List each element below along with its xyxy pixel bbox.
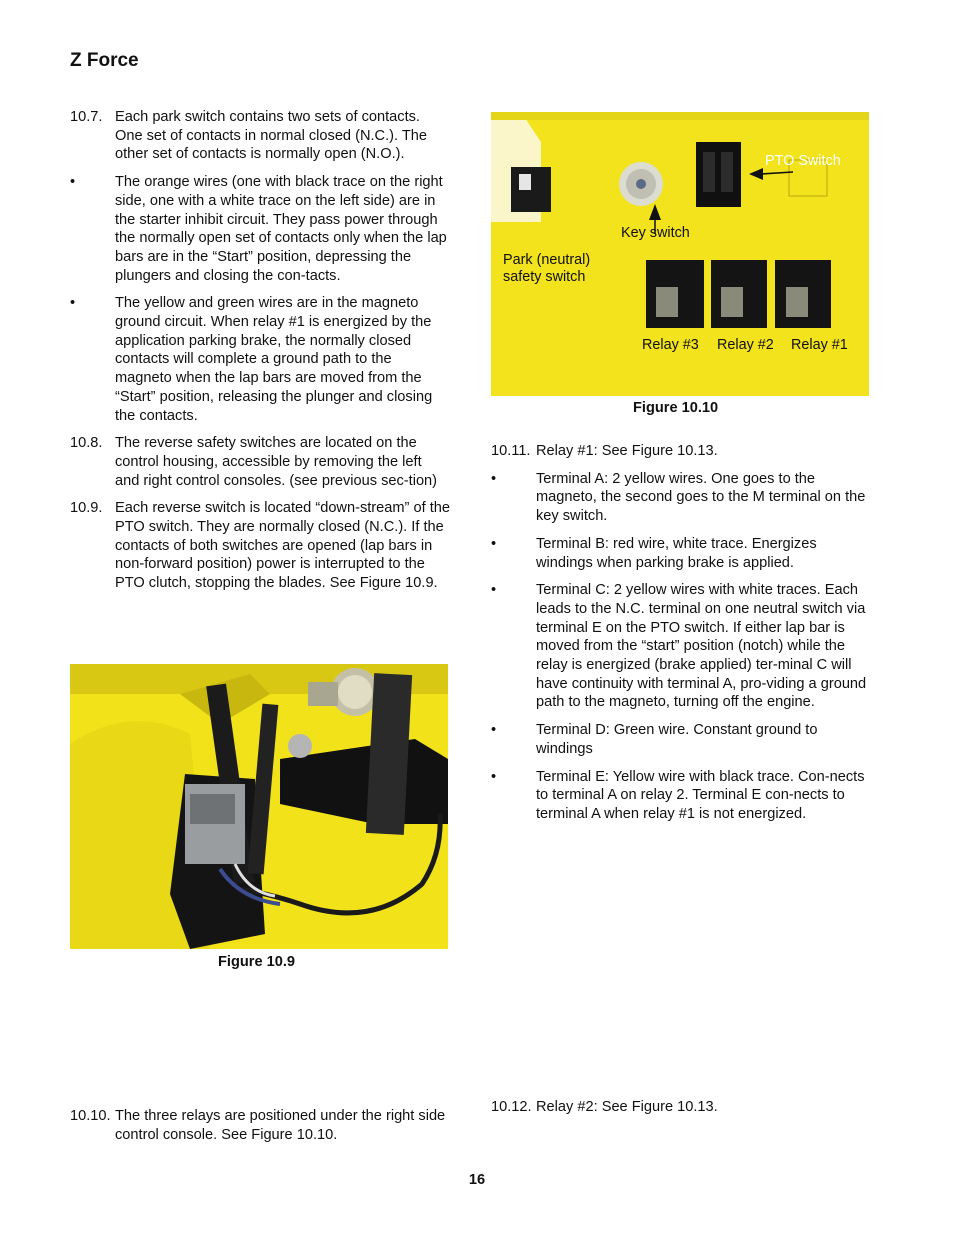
paragraph-number: 10.9. — [70, 500, 103, 517]
figure-10-10-caption: Figure 10.10 — [633, 400, 719, 416]
park-switch-label-line1: Park (neutral) — [503, 252, 591, 268]
paragraph-number: 10.10. — [70, 1108, 111, 1124]
paragraph-text: The reverse safety switches are located on the control housing, accessible by removing the left and right control consoles. (see previous sec-tion) — [115, 435, 438, 489]
paragraph-10-7 — [70, 108, 450, 164]
bullet-text: Terminal D: Green wire. Constant ground to windings — [536, 722, 818, 757]
left-column — [70, 108, 450, 593]
right-column — [491, 442, 871, 824]
bullet-terminal-a — [491, 470, 871, 526]
bullet-terminal-b — [491, 535, 871, 572]
park-switch-label-line2: safety switch — [503, 269, 586, 285]
bullet-mark: • — [70, 295, 76, 312]
figure-10-9-caption: Figure 10.9 — [218, 954, 296, 970]
right-column-bottom — [491, 1098, 871, 1117]
bullet-yellow-green-wires — [70, 294, 450, 425]
bullet-terminal-e — [491, 768, 871, 824]
bullet-text: Terminal A: 2 yellow wires. One goes to the magneto, the second goes to the M terminal on the key switch. — [536, 470, 866, 525]
bullet-text: Terminal B: red wire, white trace. Energizes windings when parking brake is applied. — [536, 535, 817, 571]
bullet-mark: • — [491, 470, 497, 487]
paragraph-10-9 — [70, 499, 450, 593]
paragraph-10-10 — [70, 1107, 450, 1144]
paragraph-10-12 — [491, 1098, 871, 1117]
bullet-text: Terminal C: 2 yellow wires with white traces. Each leads to the N.C. terminal on one neutral switch via terminal E on the PTO switch. If either lap bar is moved from the “start” position (notch) while the relay is energized (brake applied) ter-minal C will have continuity with terminal A, pro-viding a ground path to the magneto, turning off the engine. — [536, 582, 867, 711]
page-title: Z Force — [70, 50, 139, 71]
paragraph-text: Each reverse switch is located “down-stream” of the PTO switch. They are normally closed (N.C.). If the contacts of both switches are opened (lap bars in non-forward position) power is interrupted to the PTO clutch, stopping the blades. See Figure 10.9. — [115, 500, 450, 592]
reverse-switch-photo — [70, 664, 448, 949]
bullet-mark: • — [491, 768, 497, 785]
relay-2-label: Relay #2 — [717, 337, 774, 353]
bullet-mark: • — [491, 535, 497, 552]
bullet-text: Terminal E: Yellow wire with black trace. Con-nects to terminal A on relay 2. Terminal E con-nects to terminal A when relay #1 is not energized. — [536, 768, 865, 822]
left-column-bottom — [70, 1107, 450, 1144]
paragraph-number: 10.7. — [70, 109, 103, 125]
paragraph-number: 10.11. — [491, 443, 531, 459]
page-number: 16 — [468, 1172, 486, 1188]
key-switch-label: Key switch — [621, 225, 690, 241]
bullet-mark: • — [491, 582, 497, 599]
paragraph-text: Relay #2: See Figure 10.13. — [536, 1099, 718, 1115]
paragraph-10-11 — [491, 442, 871, 461]
pto-switch-label: PTO Switch — [765, 153, 841, 169]
paragraph-10-8 — [70, 434, 450, 490]
figure-10-10-photo — [491, 112, 869, 396]
relay-1-label: Relay #1 — [791, 337, 848, 353]
figure-10-9-photo — [70, 664, 448, 949]
bullet-mark: • — [491, 722, 497, 739]
paragraph-text: Each park switch contains two sets of contacts. One set of contacts in normal closed (N.C.). The other set of contacts is normally open (N.O.). — [115, 109, 428, 163]
paragraph-number: 10.12. — [491, 1099, 532, 1115]
bullet-text: The yellow and green wires are in the magneto ground circuit. When relay #1 is energized by the application parking brake, the normally closed contacts will complete a ground path to the magneto when the lap bars are moved from the “Start” position, releasing the plunger and closing the contacts. — [115, 295, 433, 424]
bullet-mark: • — [70, 174, 76, 191]
bullet-terminal-c — [491, 581, 871, 712]
paragraph-number: 10.8. — [70, 435, 103, 452]
relay-3-label: Relay #3 — [642, 337, 699, 353]
bullet-text: The orange wires (one with black trace on the right side, one with a white trace on the left side) are in the starter inhibit circuit. They pass power through the normally open set of contacts only when the lap bars are in the “Start” position, depressing the plungers and closing the con-tacts. — [115, 174, 447, 284]
paragraph-text: Relay #1: See Figure 10.13. — [536, 443, 718, 459]
paragraph-text: The three relays are positioned under the right side control console. See Figure 10.10. — [115, 1108, 446, 1143]
bullet-terminal-d — [491, 721, 871, 758]
bullet-orange-wires — [70, 173, 450, 285]
